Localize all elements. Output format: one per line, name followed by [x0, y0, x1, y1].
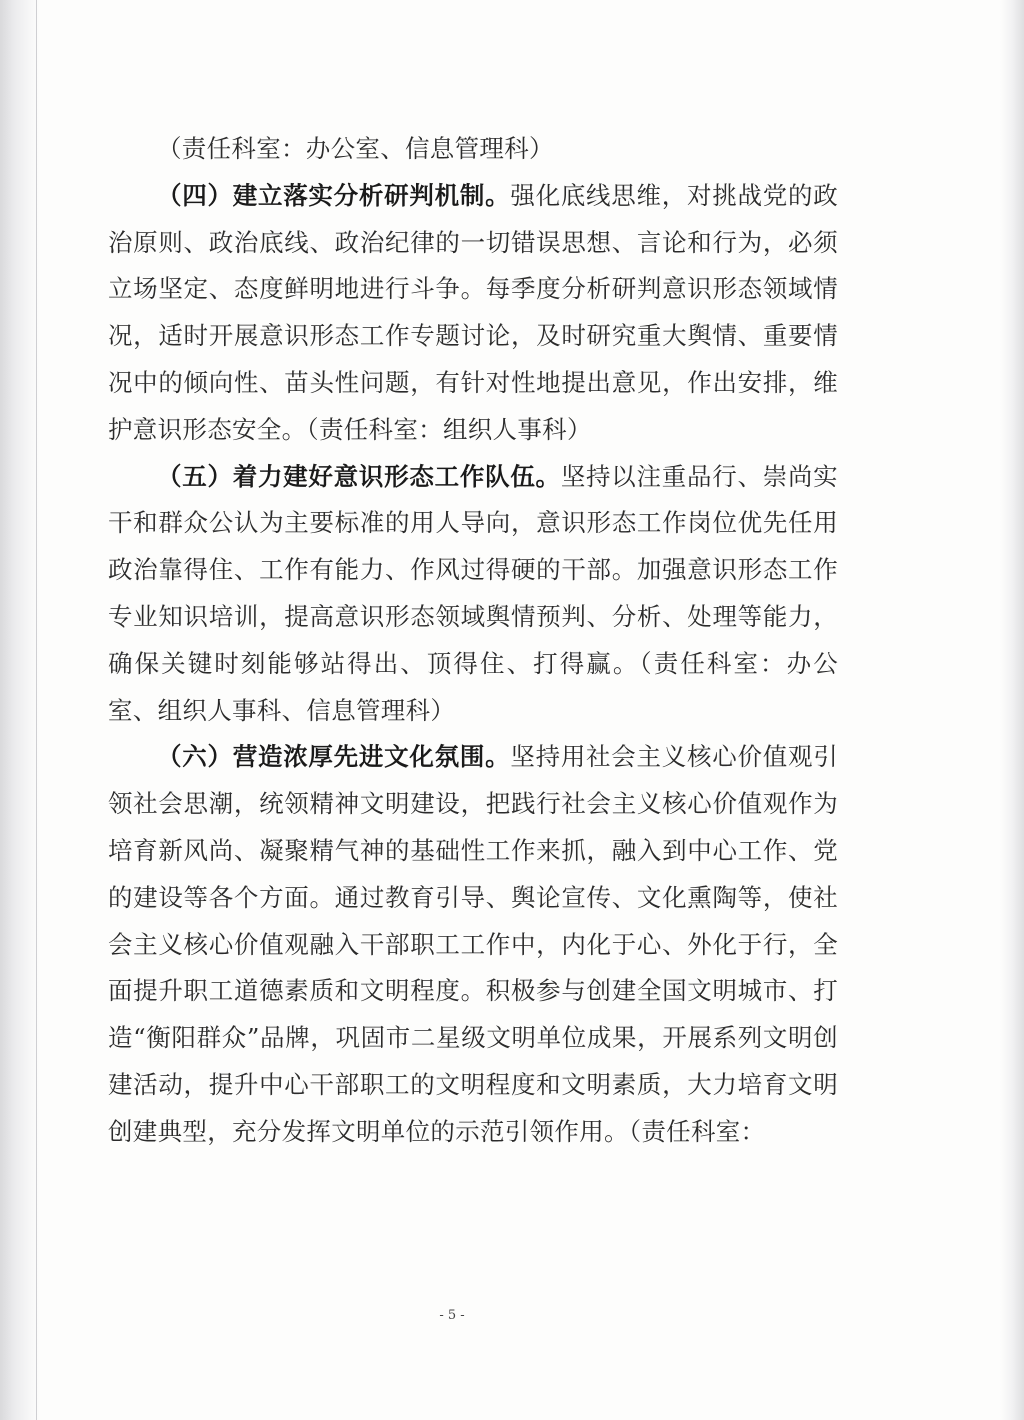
paragraph-section-five: [108, 454, 838, 735]
page-number: - 5 -: [439, 1308, 465, 1323]
section-four-text: 强化底线思维，对挑战党的政治原则、政治底线、政治纪律的一切错误思想、言论和行为，必须立场坚定、态度鲜明地进行斗争。每季度分析研判意识形态领域情况，适时开展意识形态工作专题讨论，及时研究重大舆情、重要情况中的倾向性、苗头性问题，有针对性地提出意见，作出安排，维护意识形态安全。（责任科室：组织人事科）: [108, 180, 838, 444]
paragraph-section-six: [108, 734, 838, 1155]
section-four-heading: （四）建立落实分析研判机制。: [157, 180, 511, 210]
section-six-text: 坚持用社会主义核心价值观引领社会思潮，统领精神文明建设，把践行社会主义核心价值观作为培育新风尚、凝聚精气神的基础性工作来抓，融入到中心工作、党的建设等各个方面。通过教育引导、舆论宣传、文化熏陶等，使社会主义核心价值观融入干部职工工作中，内化于心、外化于行，全面提升职工道德素质和文明程度。积极参与创建全国文明城市、打造“衡阳群众”品牌，巩固市二星级文明单位成果，开展系列文明创建活动，提升中心干部职工的文明程度和文明素质，大力培育文明创建典型，充分发挥文明单位的示范引领作用。（责任科室：: [108, 742, 838, 1146]
scan-binding-shadow: [0, 0, 40, 1420]
section-five-text: 坚持以注重品行、崇尚实干和群众公认为主要标准的用人导向，意识形态工作岗位优先任用政治靠得住、工作有能力、作风过得硬的干部。加强意识形态工作专业知识培训，提高意识形态领域舆情预判、分析、处理等能力，确保关键时刻能够站得出、顶得住、打得赢。（责任科室：办公室、组织人事科、信息管理科）: [108, 461, 838, 725]
section-five-heading: （五）着力建好意识形态工作队伍。: [157, 461, 561, 491]
scan-binding-line: [36, 0, 37, 1420]
paragraph-text: （责任科室：办公室、信息管理科）: [157, 134, 554, 163]
document-body: [108, 126, 838, 1156]
scan-right-shadow: [1000, 0, 1024, 1420]
section-six-heading: （六）营造浓厚先进文化氛围。: [157, 742, 511, 772]
paragraph-section-four: [108, 173, 838, 454]
paragraph-responsible-office-continuation: [108, 126, 838, 173]
